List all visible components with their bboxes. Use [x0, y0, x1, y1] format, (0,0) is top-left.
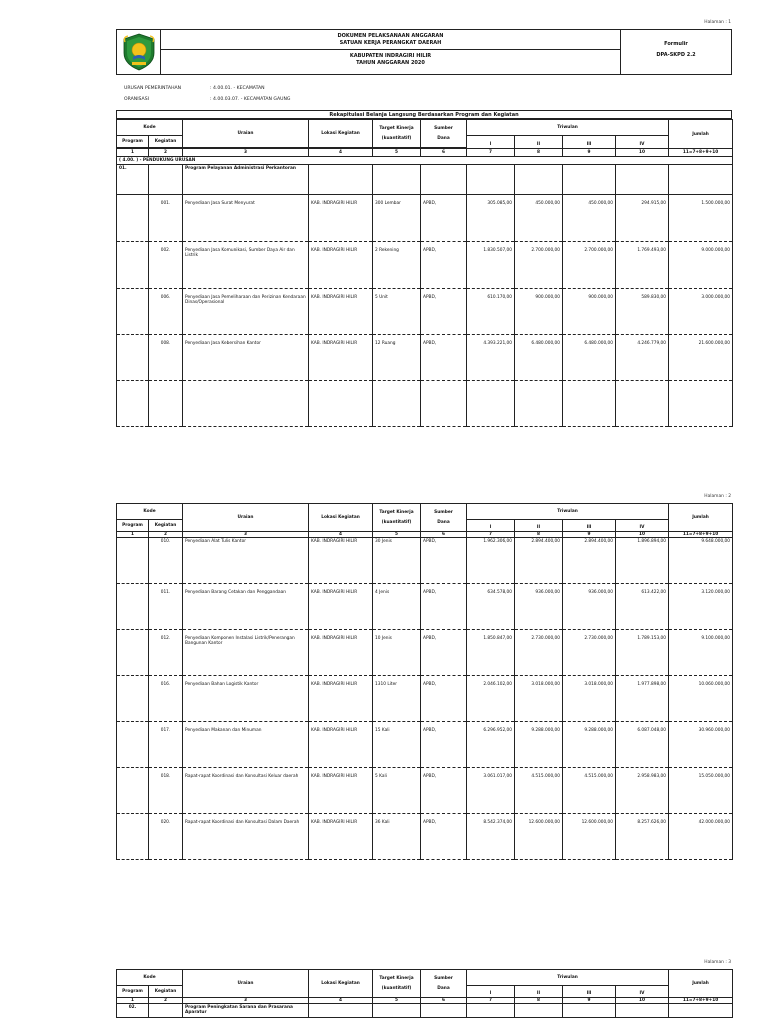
col-sumber-l2: Dana — [437, 520, 450, 525]
col-num: 3 — [183, 149, 309, 157]
header-line-1: DOKUMEN PELAKSANAAN ANGGARAN — [337, 33, 444, 39]
row-jumlah: 10.060.000,00 — [669, 676, 733, 722]
col-num: 3 — [183, 532, 309, 538]
row-sumber: APBD, — [421, 335, 467, 381]
row-jumlah: 30.960.000,00 — [669, 722, 733, 768]
table-row — [117, 242, 733, 289]
col-num: 6 — [421, 998, 467, 1004]
form-label: Formulir — [664, 41, 688, 47]
col-num: 2 — [149, 149, 183, 157]
col-target-l1: Target Kinerja — [379, 510, 414, 515]
col-triwulan: Triwulan — [467, 970, 669, 986]
row-tw2: 12.600.000,00 — [515, 814, 563, 860]
budget-table-page-1 — [116, 119, 733, 427]
row-tw4: 2.958.983,00 — [616, 768, 669, 814]
row-tw2: 2.700.000,00 — [515, 242, 563, 289]
row-target: 12 Ruang — [373, 335, 421, 381]
col-sumber-l1: Sumber — [434, 510, 453, 515]
row-lokasi: KAB. INDRAGIRI HILIR — [309, 538, 373, 584]
col-sumber-l2: Dana — [437, 986, 450, 991]
col-tw1: I — [467, 136, 515, 149]
col-num: 10 — [616, 149, 669, 157]
row-tw2: 900.000,00 — [515, 289, 563, 335]
row-jumlah: 21.600.000,00 — [669, 335, 733, 381]
row-jumlah: 9.000.000,00 — [669, 242, 733, 289]
row-kode: 001. — [149, 195, 183, 242]
row-tw4: 589.830,00 — [616, 289, 669, 335]
col-target — [373, 970, 421, 998]
col-num: 1 — [117, 998, 149, 1004]
table-row — [117, 289, 733, 335]
row-lokasi: KAB. INDRAGIRI HILIR — [309, 242, 373, 289]
row-lokasi: KAB. INDRAGIRI HILIR — [309, 195, 373, 242]
row-kode: 017. — [149, 722, 183, 768]
col-num: 1 — [117, 149, 149, 157]
row-tw3: 936.000,00 — [563, 584, 616, 630]
row-uraian: Penyediaan Alat Tulis Kantor — [183, 538, 309, 584]
col-num: 2 — [149, 998, 183, 1004]
col-kode: Kode — [117, 504, 183, 520]
row-tw1: 1.850.847,00 — [467, 630, 515, 676]
col-sumber-l2: Dana — [437, 136, 450, 141]
row-tw2: 6.480.000,00 — [515, 335, 563, 381]
row-jumlah: 9.100.000,00 — [669, 630, 733, 676]
row-target: 15 Kali — [373, 722, 421, 768]
col-num: 2 — [149, 532, 183, 538]
row-lokasi: KAB. INDRAGIRI HILIR — [309, 289, 373, 335]
row-kode: 011. — [149, 584, 183, 630]
page-number: Halaman : 3 — [704, 960, 731, 965]
meta-organisasi-key: ORANISASI — [124, 97, 149, 102]
row-tw4: 1.789.153,00 — [616, 630, 669, 676]
row-tw1: 8.542.374,00 — [467, 814, 515, 860]
row-uraian: Penyediaan Jasa Pemeliharaan dan Perizinan Kendaraan Dinas/Operasional — [183, 289, 309, 335]
row-tw3: 900.000,00 — [563, 289, 616, 335]
row-target: 30 Jenis — [373, 538, 421, 584]
col-triwulan: Triwulan — [467, 504, 669, 520]
col-lokasi: Lokasi Kegiatan — [309, 970, 373, 998]
col-num: 8 — [515, 998, 563, 1004]
col-num: 10 — [616, 532, 669, 538]
row-lokasi: KAB. INDRAGIRI HILIR — [309, 584, 373, 630]
col-num: 11=7+8+9+10 — [669, 532, 733, 538]
col-sumber — [421, 970, 467, 998]
row-kode: 020. — [149, 814, 183, 860]
col-uraian: Uraian — [183, 504, 309, 532]
header-line-2: SATUAN KERJA PERANGKAT DAERAH — [339, 39, 442, 46]
row-tw3: 9.288.000,00 — [563, 722, 616, 768]
col-target-l1: Target Kinerja — [379, 126, 414, 131]
col-jumlah: Jumlah — [669, 120, 733, 149]
row-target: 4 Jenis — [373, 584, 421, 630]
col-tw2: II — [515, 986, 563, 998]
row-kode: 008. — [149, 335, 183, 381]
row-tw2: 4.515.000,00 — [515, 768, 563, 814]
col-jumlah: Jumlah — [669, 504, 733, 532]
row-target: 10 Jenis — [373, 630, 421, 676]
col-num: 9 — [563, 149, 616, 157]
row-tw3: 2.894.400,00 — [563, 538, 616, 584]
row-kode: 002. — [149, 242, 183, 289]
col-kegiatan: Kegiatan — [149, 986, 183, 998]
row-sumber: APBD, — [421, 768, 467, 814]
program-code: 01. — [117, 165, 149, 195]
table-row-empty — [117, 381, 733, 427]
row-tw3: 6.480.000,00 — [563, 335, 616, 381]
col-tw2: II — [515, 520, 563, 532]
row-tw1: 305.085,00 — [467, 195, 515, 242]
col-num: 7 — [467, 532, 515, 538]
col-num: 4 — [309, 998, 373, 1004]
col-sumber-l1: Sumber — [434, 976, 453, 981]
table-row — [117, 814, 733, 860]
col-tw1: I — [467, 986, 515, 998]
form-id-block — [621, 30, 731, 74]
row-tw1: 4.393.221,00 — [467, 335, 515, 381]
row-sumber: APBD, — [421, 584, 467, 630]
row-tw1: 6.296.952,00 — [467, 722, 515, 768]
col-tw4: IV — [616, 520, 669, 532]
row-tw3: 2.730.000,00 — [563, 630, 616, 676]
row-kode: 016. — [149, 676, 183, 722]
row-kode: 018. — [149, 768, 183, 814]
form-code: DPA-SKPD 2.2 — [656, 52, 696, 58]
col-num: 7 — [467, 998, 515, 1004]
row-sumber: APBD, — [421, 722, 467, 768]
row-jumlah: 9.648.000,00 — [669, 538, 733, 584]
row-jumlah: 3.000.000,00 — [669, 289, 733, 335]
row-tw4: 613.422,00 — [616, 584, 669, 630]
col-num: 5 — [373, 998, 421, 1004]
row-sumber: APBD, — [421, 242, 467, 289]
meta-urusan-value: : 4.00.01. - KECAMATAN — [210, 86, 265, 91]
row-sumber: APBD, — [421, 814, 467, 860]
program-row — [117, 165, 733, 195]
col-kegiatan: Kegiatan — [149, 520, 183, 532]
row-jumlah: 15.050.000,00 — [669, 768, 733, 814]
col-num: 5 — [373, 532, 421, 538]
row-tw2: 450.000,00 — [515, 195, 563, 242]
page-number: Halaman : 1 — [704, 20, 731, 25]
col-program: Program — [117, 136, 149, 148]
col-kegiatan: Kegiatan — [149, 136, 183, 148]
row-uraian: Penyediaan Jasa Surat Menyurat — [183, 195, 309, 242]
row-tw3: 2.700.000,00 — [563, 242, 616, 289]
col-tw3: III — [563, 986, 616, 998]
row-uraian: Penyediaan Bahan Logistik Kantor — [183, 676, 309, 722]
header-title-block — [161, 30, 621, 74]
col-num: 6 — [421, 532, 467, 538]
meta-organisasi-value: : 4.00.03.07. - KECAMATAN GAUNG — [210, 97, 291, 102]
program-row — [117, 1004, 733, 1018]
row-target: 36 Kali — [373, 814, 421, 860]
col-tw2: II — [515, 136, 563, 149]
program-name: Program Peningkatan Sarana dan Prasarana Aparatur — [183, 1004, 309, 1018]
row-kode: 012. — [149, 630, 183, 676]
row-tw2: 936.000,00 — [515, 584, 563, 630]
row-kode: 010. — [149, 538, 183, 584]
row-target: 2 Rekening — [373, 242, 421, 289]
col-sumber — [421, 120, 467, 148]
table-row — [117, 722, 733, 768]
col-triwulan: Triwulan — [467, 120, 669, 136]
row-sumber: APBD, — [421, 195, 467, 242]
col-num: 1 — [117, 532, 149, 538]
row-lokasi: KAB. INDRAGIRI HILIR — [309, 335, 373, 381]
col-target-l1: Target Kinerja — [379, 976, 414, 981]
row-sumber: APBD, — [421, 289, 467, 335]
column-number-row — [117, 149, 733, 157]
col-target — [373, 504, 421, 532]
row-sumber: APBD, — [421, 538, 467, 584]
col-tw4: IV — [616, 136, 669, 149]
table-row — [117, 768, 733, 814]
row-tw4: 6.087.048,00 — [616, 722, 669, 768]
row-tw1: 3.061.017,00 — [467, 768, 515, 814]
row-target: 300 Lembar — [373, 195, 421, 242]
row-uraian: Penyediaan Barang Cetakan dan Penggandaan — [183, 584, 309, 630]
row-sumber: APBD, — [421, 676, 467, 722]
col-jumlah: Jumlah — [669, 970, 733, 998]
rekap-title: Rekapitulasi Belanja Langsung Berdasarkan Program dan Kegiatan — [116, 110, 732, 119]
row-tw1: 610.170,00 — [467, 289, 515, 335]
row-uraian: Penyediaan Makanan dan Minuman — [183, 722, 309, 768]
row-tw2: 2.730.000,00 — [515, 630, 563, 676]
row-uraian: Rapat-rapat Koordinasi dan Konsultasi Keluar daerah — [183, 768, 309, 814]
col-kode: Kode — [117, 120, 183, 136]
col-num: 11=7+8+9+10 — [669, 149, 733, 157]
col-sumber-l1: Sumber — [434, 126, 453, 131]
row-lokasi: KAB. INDRAGIRI HILIR — [309, 814, 373, 860]
col-kode: Kode — [117, 970, 183, 986]
row-tw1: 2.046.102,00 — [467, 676, 515, 722]
col-program: Program — [117, 520, 149, 532]
table-row — [117, 538, 733, 584]
col-num: 3 — [183, 998, 309, 1004]
col-program: Program — [117, 986, 149, 998]
row-tw2: 9.288.000,00 — [515, 722, 563, 768]
col-target-l2: (kuantitatif) — [381, 136, 412, 141]
row-kode: 006. — [149, 289, 183, 335]
col-num: 11=7+8+9+10 — [669, 998, 733, 1004]
row-lokasi: KAB. INDRAGIRI HILIR — [309, 722, 373, 768]
col-tw3: III — [563, 136, 616, 149]
col-uraian: Uraian — [183, 120, 309, 148]
row-tw4: 4.246.779,00 — [616, 335, 669, 381]
row-lokasi: KAB. INDRAGIRI HILIR — [309, 630, 373, 676]
col-target — [373, 120, 421, 148]
col-lokasi: Lokasi Kegiatan — [309, 120, 373, 148]
row-uraian: Penyediaan Jasa Kebersihan Kantor — [183, 335, 309, 381]
row-tw3: 3.018.000,00 — [563, 676, 616, 722]
page-number: Halaman : 2 — [704, 494, 731, 499]
table-row — [117, 335, 733, 381]
table-row — [117, 584, 733, 630]
row-uraian: Penyediaan Komponen Instalasi Listrik/Penerangan Bangunan Kantor — [183, 630, 309, 676]
row-tw1: 1.830.507,00 — [467, 242, 515, 289]
meta-urusan-key: URUSAN PEMERINTAHAN — [124, 86, 182, 91]
urusan-label: ( 4.00. ) - PENDUKUNG URUSAN — [117, 157, 733, 165]
header-line-4: TAHUN ANGGARAN 2020 — [356, 59, 425, 66]
row-tw2: 3.018.000,00 — [515, 676, 563, 722]
row-lokasi: KAB. INDRAGIRI HILIR — [309, 768, 373, 814]
col-uraian: Uraian — [183, 970, 309, 998]
row-tw3: 450.000,00 — [563, 195, 616, 242]
row-sumber: APBD, — [421, 630, 467, 676]
row-tw2: 2.894.400,00 — [515, 538, 563, 584]
table-row — [117, 630, 733, 676]
row-tw3: 4.515.000,00 — [563, 768, 616, 814]
col-num: 10 — [616, 998, 669, 1004]
row-target: 5 Unit — [373, 289, 421, 335]
row-tw1: 1.962.306,00 — [467, 538, 515, 584]
col-tw4: IV — [616, 986, 669, 998]
col-num: 9 — [563, 532, 616, 538]
col-target-l2: (kuantitatif) — [381, 986, 412, 991]
program-code: 02. — [117, 1004, 149, 1018]
row-tw1: 634.578,00 — [467, 584, 515, 630]
table-row — [117, 676, 733, 722]
row-lokasi: KAB. INDRAGIRI HILIR — [309, 676, 373, 722]
header-line-3: KABUPATEN INDRAGIRI HILIR — [161, 49, 620, 60]
row-tw4: 1.769.493,00 — [616, 242, 669, 289]
row-uraian: Penyediaan Jasa Komunikasi, Sumber Daya Air dan Listrik — [183, 242, 309, 289]
row-jumlah: 1.500.000,00 — [669, 195, 733, 242]
col-num: 8 — [515, 532, 563, 538]
budget-table-page-3 — [116, 969, 733, 1018]
col-num: 7 — [467, 149, 515, 157]
row-tw4: 1.977.898,00 — [616, 676, 669, 722]
budget-table-page-2 — [116, 503, 733, 860]
regency-logo — [117, 30, 161, 74]
row-tw4: 1.896.894,00 — [616, 538, 669, 584]
table-row — [117, 195, 733, 242]
row-jumlah: 3.120.000,00 — [669, 584, 733, 630]
row-target: 1310 Liter — [373, 676, 421, 722]
row-jumlah: 42.000.000,00 — [669, 814, 733, 860]
col-num: 8 — [515, 149, 563, 157]
document-header — [116, 29, 732, 75]
program-name: Program Pelayanan Administrasi Perkantoran — [183, 165, 309, 195]
col-num: 9 — [563, 998, 616, 1004]
col-lokasi: Lokasi Kegiatan — [309, 504, 373, 532]
col-num: 4 — [309, 532, 373, 538]
col-num: 4 — [309, 149, 373, 157]
col-num: 5 — [373, 149, 421, 157]
row-tw4: 8.257.626,00 — [616, 814, 669, 860]
col-sumber — [421, 504, 467, 532]
row-tw4: 294.915,00 — [616, 195, 669, 242]
col-target-l2: (kuantitatif) — [381, 520, 412, 525]
col-tw1: I — [467, 520, 515, 532]
regency-emblem-icon — [122, 33, 156, 71]
row-uraian: Rapat-rapat Koordinasi dan Konsultasi Dalam Daerah — [183, 814, 309, 860]
col-tw3: III — [563, 520, 616, 532]
row-tw3: 12.600.000,00 — [563, 814, 616, 860]
urusan-row — [117, 157, 733, 165]
row-target: 5 Kali — [373, 768, 421, 814]
col-num: 6 — [421, 149, 467, 157]
